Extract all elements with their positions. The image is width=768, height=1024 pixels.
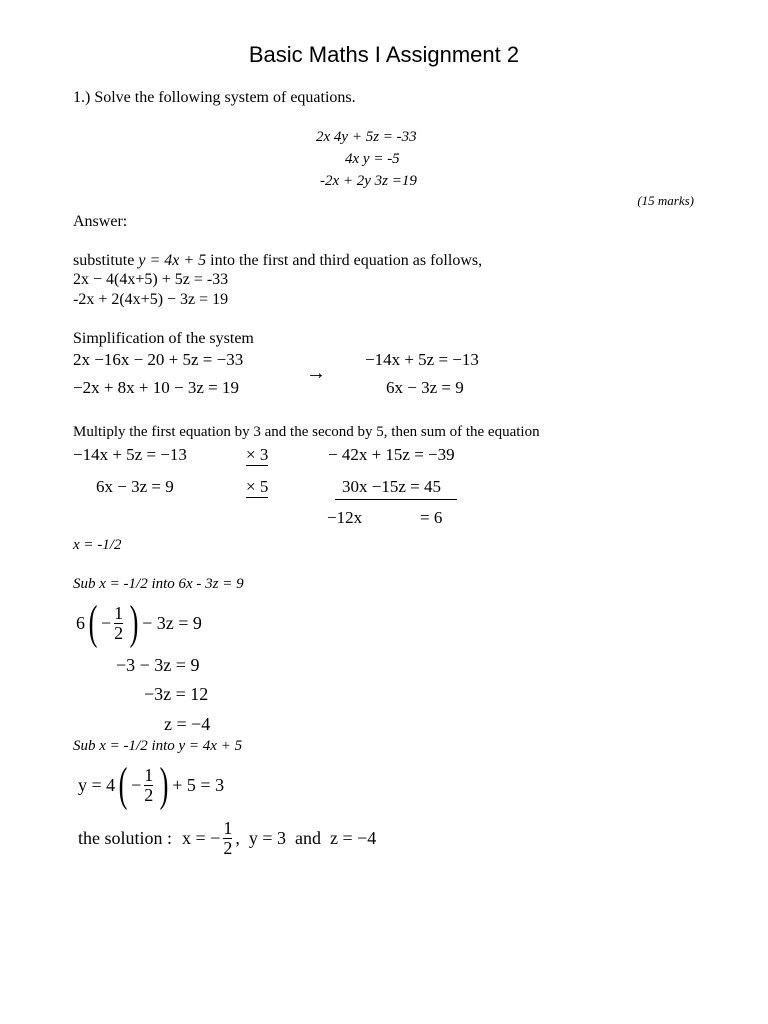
multiply-eq-1: −14x + 5z = −13 bbox=[73, 445, 187, 464]
marks-label: (15 marks) bbox=[637, 193, 694, 208]
simplification-right-2: 6x − 3z = 9 bbox=[386, 378, 464, 397]
sub1-denominator: 2 bbox=[114, 622, 124, 643]
substitute-line bbox=[73, 252, 482, 270]
sub2-minus: − bbox=[131, 774, 142, 795]
multiply-result-2: 30x −15z = 45 bbox=[342, 477, 441, 496]
substitute-expr: y = 4x + 5 bbox=[138, 252, 207, 269]
left-paren-icon: ( bbox=[118, 758, 128, 811]
sub1-coefficient: 6 bbox=[76, 612, 85, 633]
sub2-expression bbox=[78, 759, 224, 811]
multiply-eq-2: 6x − 3z = 9 bbox=[96, 477, 174, 496]
sub1-step-3: −3z = 12 bbox=[144, 684, 209, 704]
sub2-heading: Sub x = -1/2 into y = 4x + 5 bbox=[73, 738, 243, 754]
sub1-numerator: 1 bbox=[114, 602, 124, 623]
x-result: x = -1/2 bbox=[73, 537, 122, 553]
solution-rest: , y = 3 and z = −4 bbox=[235, 827, 377, 848]
page-title: Basic Maths I Assignment 2 bbox=[248, 42, 520, 67]
sub1-tail: − 3z = 9 bbox=[142, 612, 202, 633]
sub2-numerator: 1 bbox=[144, 764, 154, 785]
sub2-denominator: 2 bbox=[144, 784, 154, 805]
multiply-result-1: − 42x + 15z = −39 bbox=[328, 445, 455, 464]
sub1-expression bbox=[76, 597, 202, 649]
equation-1: 2x 4y + 5z = -33 bbox=[316, 129, 417, 145]
solution-denominator: 2 bbox=[223, 837, 233, 858]
sub2-lead: y = 4 bbox=[78, 774, 116, 795]
solution-x-lead: x = − bbox=[182, 827, 221, 848]
simplification-left-2: −2x + 8x + 10 − 3z = 19 bbox=[73, 378, 239, 397]
sum-left: −12x bbox=[327, 508, 363, 527]
simplification-right-1: −14x + 5z = −13 bbox=[365, 350, 479, 369]
solution-lead: the solution : bbox=[78, 827, 172, 848]
substitute-eq-2: -2x + 2(4x+5) − 3z = 19 bbox=[73, 291, 229, 308]
substitute-eq-1: 2x − 4(4x+5) + 5z = -33 bbox=[73, 271, 229, 288]
answer-label: Answer: bbox=[73, 213, 128, 230]
substitute-tail: into the first and third equation as follows, bbox=[210, 252, 483, 269]
sub1-heading: Sub x = -1/2 into 6x - 3z = 9 bbox=[73, 576, 244, 592]
equation-3: -2x + 2y 3z =19 bbox=[320, 173, 417, 189]
question-prompt: 1.) Solve the following system of equations. bbox=[73, 89, 356, 106]
sub1-step-4: z = −4 bbox=[164, 714, 211, 734]
substitute-lead: substitute bbox=[73, 252, 135, 269]
sub1-minus: − bbox=[100, 612, 112, 633]
right-paren-icon: ) bbox=[129, 596, 139, 649]
solution-numerator: 1 bbox=[223, 817, 233, 838]
multiply-factor-1: × 3 bbox=[246, 445, 269, 464]
multiply-factor-2: × 5 bbox=[246, 477, 269, 496]
sub1-step-2: −3 − 3z = 9 bbox=[116, 655, 200, 675]
multiply-heading: Multiply the first equation by 3 and the second by 5, then sum of the equation bbox=[73, 424, 540, 440]
left-paren-icon: ( bbox=[88, 596, 98, 649]
sum-divider bbox=[335, 499, 457, 500]
solution-line bbox=[78, 812, 376, 864]
equation-2: 4x y = -5 bbox=[345, 151, 400, 167]
right-paren-icon: ) bbox=[159, 758, 169, 811]
simplification-left-1: 2x −16x − 20 + 5z = −33 bbox=[73, 350, 244, 369]
simplification-heading: Simplification of the system bbox=[73, 330, 254, 347]
sum-right: = 6 bbox=[420, 508, 443, 527]
arrow-icon: → bbox=[306, 362, 326, 384]
sub2-tail: + 5 = 3 bbox=[172, 774, 225, 795]
